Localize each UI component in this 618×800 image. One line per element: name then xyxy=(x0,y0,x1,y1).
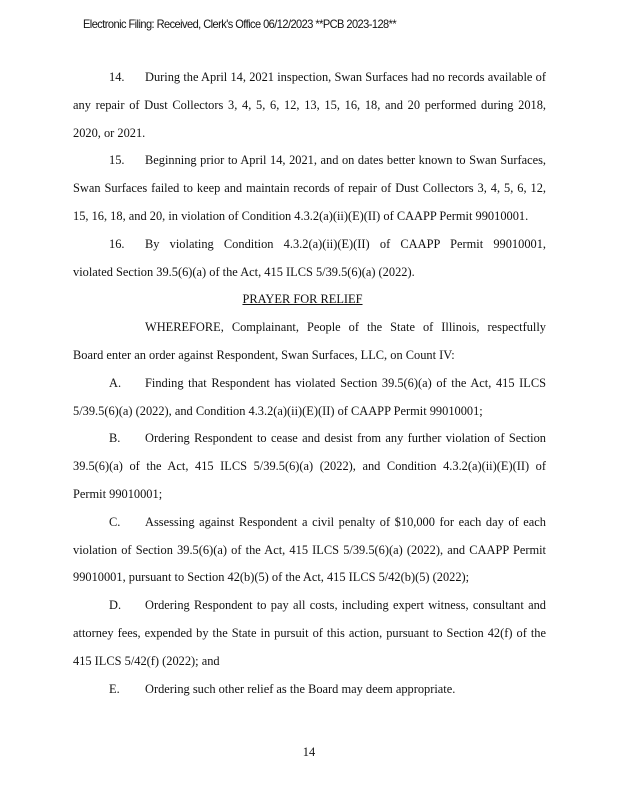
paragraph-line xyxy=(73,64,546,92)
paragraph-line xyxy=(73,314,546,342)
paragraph-line xyxy=(73,203,546,231)
line-text: 99010001, pursuant to Section 42(b)(5) of the Act, 415 ILCS 5/42(b)(5) (2022); xyxy=(73,570,470,585)
paragraph-line xyxy=(73,564,546,592)
heading-text: PRAYER FOR RELIEF xyxy=(242,292,363,307)
paragraph-line xyxy=(73,453,546,481)
line-text: Finding that Respondent has violated Section 39.5(6)(a) of the Act, 415 ILCS xyxy=(145,375,546,390)
line-text: Board enter an order against Respondent, Swan Surfaces, LLC, on Count IV: xyxy=(73,347,455,362)
paragraph-line xyxy=(73,147,546,175)
line-text: Swan Surfaces failed to keep and maintain records of repair of Dust Collectors 3, 4, 5, 6, 12, xyxy=(73,181,546,196)
line-text: 2020, or 2021. xyxy=(73,125,146,140)
section-heading xyxy=(73,286,546,314)
paragraph-line xyxy=(73,509,546,537)
paragraph-line xyxy=(73,231,546,259)
paragraph-line xyxy=(73,398,546,426)
paragraph-line xyxy=(73,620,546,648)
paragraph-line xyxy=(73,481,546,509)
line-text: Beginning prior to April 14, 2021, and on dates better known to Swan Surfaces, xyxy=(145,153,546,168)
paragraph-line xyxy=(73,425,546,453)
line-text: violated Section 39.5(6)(a) of the Act, 415 ILCS 5/39.5(6)(a) (2022). xyxy=(73,264,415,279)
line-text: attorney fees, expended by the State in pursuit of this action, pursuant to Section 42(f) of the xyxy=(73,625,546,640)
line-text: Ordering Respondent to cease and desist from any further violation of Section xyxy=(145,431,546,446)
paragraph-number: B. xyxy=(109,431,121,446)
paragraph-number: 16. xyxy=(109,236,125,251)
line-text: Ordering such other relief as the Board may deem appropriate. xyxy=(145,681,456,696)
document-body xyxy=(73,64,546,703)
line-text: WHEREFORE, Complainant, People of the State of Illinois, respectfully xyxy=(145,320,546,335)
paragraph-line xyxy=(73,92,546,120)
paragraph-line xyxy=(73,537,546,565)
line-text: Assessing against Respondent a civil penalty of $10,000 for each day of each xyxy=(145,514,546,529)
paragraph-number: E. xyxy=(109,681,120,696)
electronic-filing-header: Electronic Filing: Received, Clerk's Office 06/12/2023 **PCB 2023-128** xyxy=(83,17,397,31)
paragraph-line xyxy=(73,676,546,704)
line-text: 5/39.5(6)(a) (2022), and Condition 4.3.2(a)(ii)(E)(II) of CAAPP Permit 99010001; xyxy=(73,403,483,418)
page-number: 14 xyxy=(302,745,316,759)
paragraph-line xyxy=(73,259,546,287)
line-text: any repair of Dust Collectors 3, 4, 5, 6, 12, 13, 15, 16, 18, and 20 performed during 2018, xyxy=(73,97,546,112)
paragraph-line xyxy=(73,120,546,148)
line-text: Ordering Respondent to pay all costs, including expert witness, consultant and xyxy=(145,598,546,613)
paragraph-number: D. xyxy=(109,598,122,613)
line-text: During the April 14, 2021 inspection, Swan Surfaces had no records available of xyxy=(145,70,546,84)
paragraph-line xyxy=(73,342,546,370)
paragraph-line xyxy=(73,592,546,620)
paragraph-number: 14. xyxy=(109,70,125,84)
line-text: violation of Section 39.5(6)(a) of the Act, 415 ILCS 5/39.5(6)(a) (2022), and CAAPP Permit xyxy=(73,542,546,557)
paragraph-line xyxy=(73,175,546,203)
paragraph-number: C. xyxy=(109,514,121,529)
paragraph-line xyxy=(73,370,546,398)
paragraph-line xyxy=(73,648,546,676)
line-text: 15, 16, 18, and 20, in violation of Condition 4.3.2(a)(ii)(E)(II) of CAAPP Permit 99010001. xyxy=(73,208,529,223)
paragraph-number: 15. xyxy=(109,153,125,168)
line-text: 39.5(6)(a) of the Act, 415 ILCS 5/39.5(6)(a) (2022), and Condition 4.3.2(a)(ii)(E)(II) of xyxy=(73,459,546,474)
line-text: 415 ILCS 5/42(f) (2022); and xyxy=(73,653,220,668)
line-text: By violating Condition 4.3.2(a)(ii)(E)(II) of CAAPP Permit 99010001, xyxy=(145,236,546,251)
paragraph-number: A. xyxy=(109,375,122,390)
line-text: Permit 99010001; xyxy=(73,486,163,501)
